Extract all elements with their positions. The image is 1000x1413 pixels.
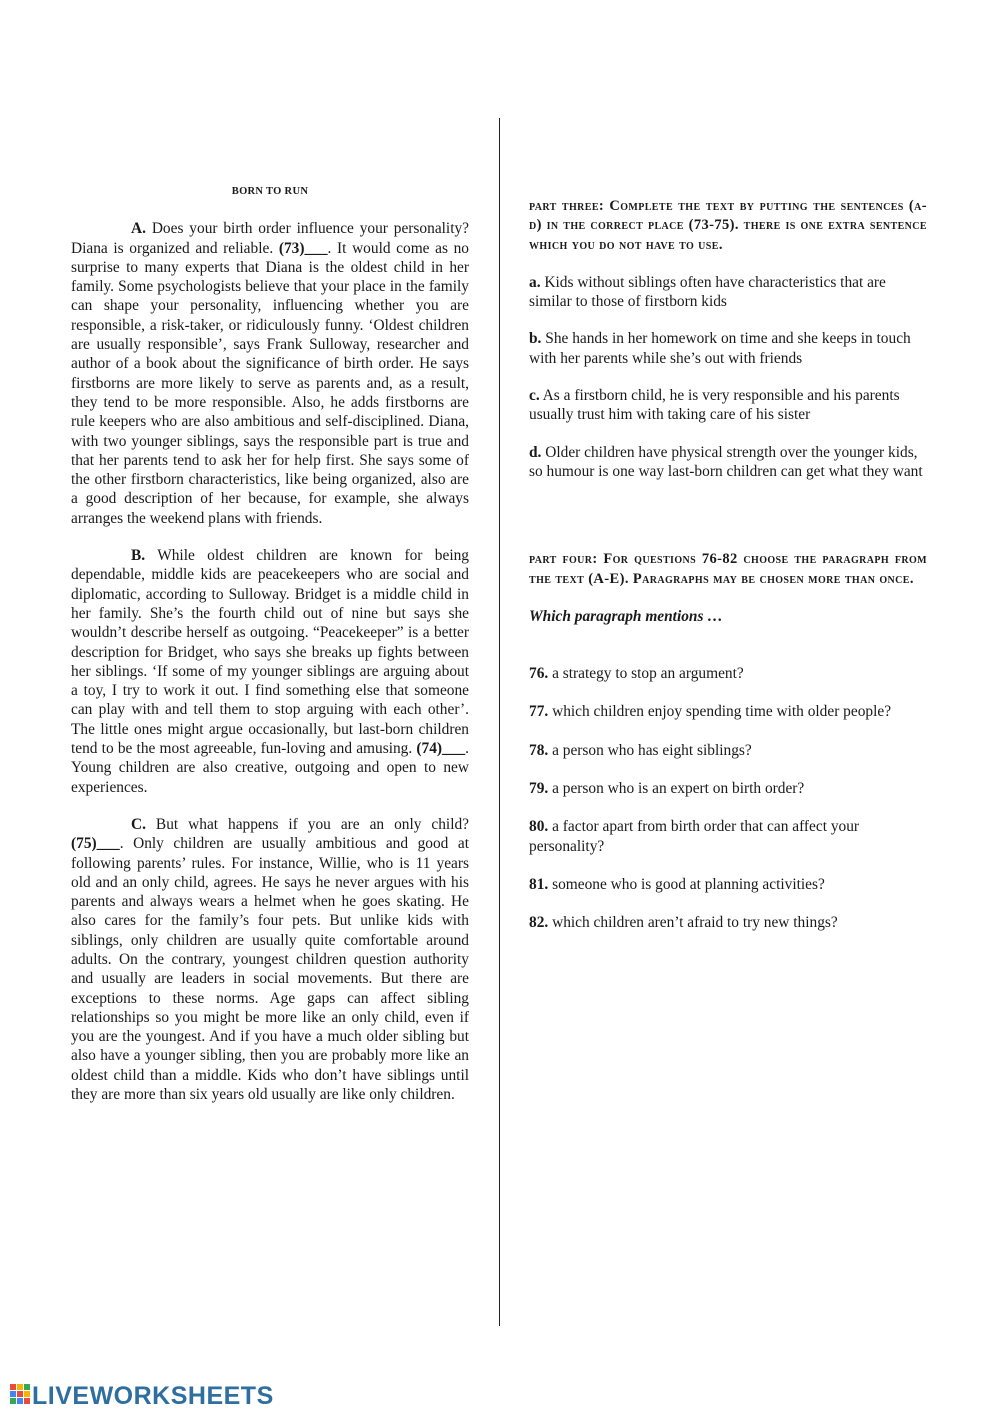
question-number: 77. xyxy=(529,703,549,721)
question-80 xyxy=(529,817,927,856)
paragraph-a xyxy=(71,219,469,528)
question-78 xyxy=(529,741,927,760)
paragraph-text: . Only children are usually ambitious and good at following parents’ rules. For instance, Willie, who is 11 years old and an only child, agrees. He says he never argues with his parents and always wears a helmet when he goes skating. He also cares for the family’s four pets. But unlike kids with siblings, only children are usually quite comfortable around adults. On the contrary, youngest children question authority and usually are leaders in social movements. But there are exceptions to these norms. Age gaps can affect sibling relationships so you might be more like an only child, even if you are the youngest. And if you have a much older sibling but also have a younger sibling, then you are probably more like an oldest child than a middle. Kids who don’t have siblings until they are more than six years old usually are like only children. xyxy=(71,835,469,1104)
option-label: c. xyxy=(529,387,540,405)
gap-73[interactable]: (73)___ xyxy=(278,239,328,257)
question-text: which children enjoy spending time with older people? xyxy=(548,703,892,721)
option-text: Older children have physical strength over the younger kids, so humour is one way last-born children can get what they want xyxy=(529,443,923,480)
question-number: 82. xyxy=(529,914,549,932)
question-number: 81. xyxy=(529,875,549,893)
paragraph-letter: C. xyxy=(131,815,146,833)
paragraph-letter: B. xyxy=(131,547,146,565)
question-text: someone who is good at planning activities? xyxy=(548,875,825,893)
liveworksheets-logo-icon xyxy=(10,1384,30,1408)
paragraph-c xyxy=(71,815,469,1104)
part-three-heading: part three: Complete the text by putting the sentences (a-d) in the correct place (73-75). there is one extra sentence which you do not have to use. xyxy=(529,198,927,253)
option-c xyxy=(529,386,927,425)
option-text: As a firstborn child, he is very responsible and his parents usually trust him with taking care of his sister xyxy=(529,387,900,424)
question-text: a strategy to stop an argument? xyxy=(548,665,744,683)
question-text: which children aren’t afraid to try new things? xyxy=(548,914,838,932)
question-82 xyxy=(529,913,927,932)
paragraph-text: . It would come as no surprise to many experts that Diana is the oldest child in her family. Some psychologists believe that your place in the family can shape your personality, influencing whether you are responsible, a risk-taker, or ridiculously funny. ‘Oldest children are usually responsible’, says Frank Sulloway, researcher and author of a book about the significance of birth order. He says firstborns are more likely to serve as parents and, as a result, they tend to be more responsible. Also, he adds firstborns are rule keepers who are also ambitious and self-disciplined. Diana, with two younger siblings, says the responsible part is true and that her parents tend to ask her for help first. She says some of the other firstborn characteristics, like being organized, also are a good description of her because, for example, she always arranges the weekend plans with friends. xyxy=(71,239,469,527)
question-81 xyxy=(529,875,927,894)
option-text: Kids without siblings often have characteristics that are similar to those of firstborn kids xyxy=(529,273,886,311)
option-a xyxy=(529,273,927,312)
option-text: She hands in her homework on time and she keeps in touch with her parents while she’s out with friends xyxy=(529,330,911,367)
question-79 xyxy=(529,779,927,798)
question-text: a factor apart from birth order that can affect your personality? xyxy=(529,818,860,855)
question-number: 76. xyxy=(529,665,549,683)
question-76 xyxy=(529,664,927,683)
option-d xyxy=(529,443,927,482)
question-text: a person who is an expert on birth order? xyxy=(548,780,805,798)
paragraph-text: Does your birth order influence your personality? Diana is organized and reliable. xyxy=(71,220,469,257)
part-four-section xyxy=(529,550,927,932)
option-label: d. xyxy=(529,443,542,461)
question-text: a person who has eight siblings? xyxy=(548,741,752,759)
option-label: b. xyxy=(529,330,542,348)
paragraph-letter: A. xyxy=(131,220,146,238)
column-divider xyxy=(499,118,500,1326)
paragraph-text: But what happens if you are an only child? xyxy=(145,815,469,833)
question-number: 80. xyxy=(529,818,549,836)
question-number: 78. xyxy=(529,741,549,759)
reading-text-column xyxy=(71,182,469,1122)
logo-text: LIVEWORKSHEETS xyxy=(32,1381,274,1410)
part-four-heading: part four: For questions 76-82 choose the paragraph from the text (A-E). Paragraphs may be chosen more than once. xyxy=(529,551,927,587)
paragraph-b xyxy=(71,546,469,797)
paragraph-text: . Young children are also creative, outgoing and open to new experiences. xyxy=(71,740,469,796)
question-number: 79. xyxy=(529,780,549,798)
liveworksheets-logo[interactable] xyxy=(10,1381,274,1411)
exercise-column xyxy=(529,197,927,952)
question-prompt: Which paragraph mentions … xyxy=(529,607,723,625)
gap-74[interactable]: (74)___ xyxy=(416,740,466,758)
gap-75[interactable]: (75)___ xyxy=(71,835,120,853)
reading-title: BORN TO RUN xyxy=(231,186,309,197)
option-b xyxy=(529,329,927,368)
question-list xyxy=(529,664,927,932)
option-label: a. xyxy=(529,273,541,291)
paragraph-text: While oldest children are known for being dependable, middle kids are peacekeepers who are social and diplomatic, according to Sulloway. Bridget is a middle child in her family. She’s the fourth child out of nine but says she wouldn’t describe herself as outgoing. “Peacekeeper” is a better description for Bridget, who says she breaks up fights between her siblings. ‘If some of my younger siblings are arguing about a toy, I try to work it out. I find something else that someone can play with and tell them to stop arguing with each other’. The little ones might argue occasionally, but last-born children tend to be the most agreeable, fun-loving and amusing. xyxy=(71,547,469,758)
question-77 xyxy=(529,702,927,721)
